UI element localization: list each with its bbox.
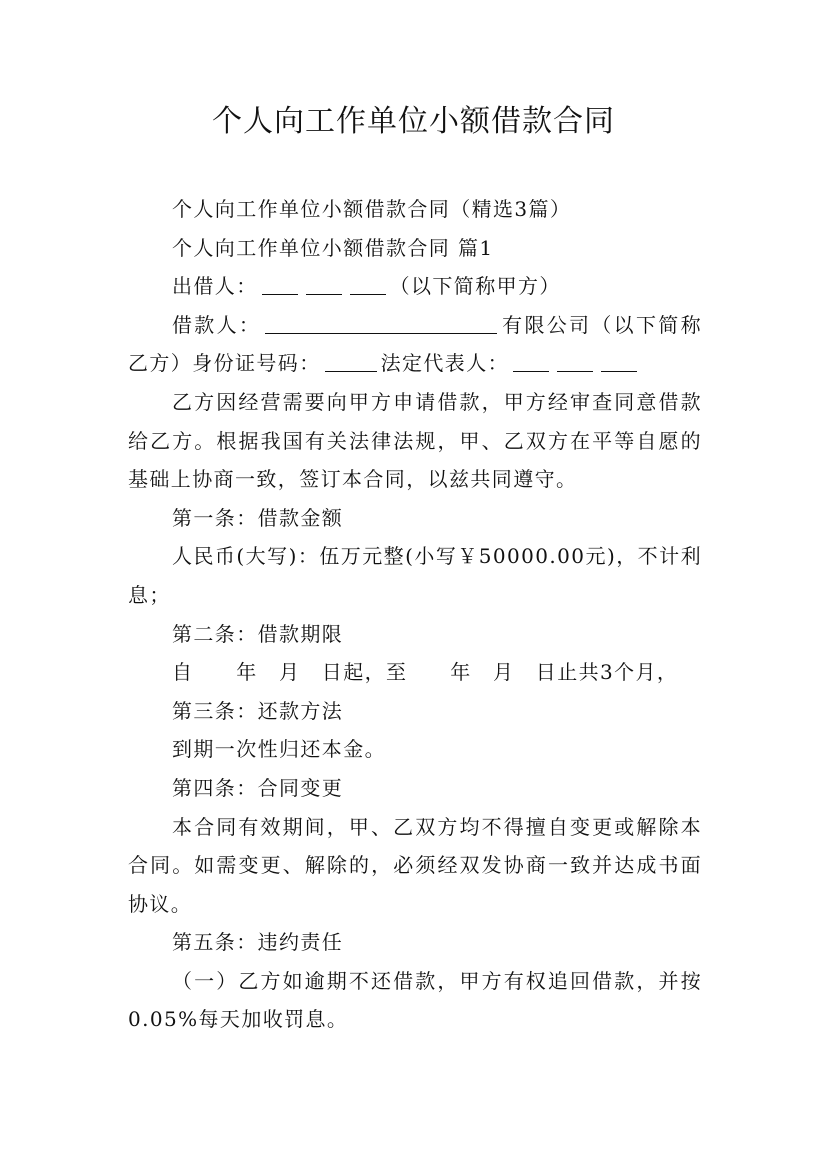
- clause-5-title: 第五条：违约责任: [172, 930, 344, 955]
- blank-field: [601, 349, 637, 372]
- clause-1-title: 第一条：借款金额: [172, 505, 344, 530]
- borrower-company-suffix: 有限公司（以下简称乙方）身份证号码：: [128, 312, 702, 376]
- clause-4-text: 本合同有效期间，甲、乙双方均不得擅自变更或解除本合同。如需变更、解除的，必须经双发协商一致并达成书面协议。: [128, 814, 702, 916]
- blank-field: [325, 349, 377, 372]
- blank-field: [513, 349, 549, 372]
- blank-field: [350, 272, 386, 295]
- clause-2-title: 第二条：借款期限: [172, 621, 344, 646]
- borrower-label: 借款人：: [172, 312, 262, 337]
- blank-field: [262, 272, 298, 295]
- clause-4-title: 第四条：合同变更: [172, 775, 344, 800]
- clause-3-text: 到期一次性归还本金。: [172, 737, 386, 762]
- blank-field: [306, 272, 342, 295]
- clause-5-item-1: （一）乙方如逾期不还借款，甲方有权追回借款，并按0.05%每天加收罚息。: [128, 968, 702, 1032]
- lender-line: [128, 267, 702, 306]
- document-title: 个人向工作单位小额借款合同: [212, 104, 615, 139]
- blank-field: [265, 311, 497, 334]
- lender-suffix: （以下简称甲方）: [389, 274, 561, 299]
- borrower-line: [128, 306, 702, 383]
- intro-paragraph: 乙方因经营需要向甲方申请借款，甲方经审查同意借款给乙方。根据我国有关法律法规，甲、乙双方在平等自愿的基础上协商一致，签订本合同，以兹共同遵守。: [128, 389, 702, 492]
- document-subtitle: 个人向工作单位小额借款合同（精选3篇）: [172, 197, 572, 221]
- blank-field: [557, 349, 593, 372]
- document-body: [128, 190, 702, 1039]
- clause-1-text: 人民币(大写)：伍万元整(小写￥50000.00元)，不计利息；: [128, 544, 702, 607]
- legal-rep-label: 法定代表人：: [380, 351, 510, 376]
- clause-2-text: 自 年 月 日起，至 年 月 日止共3个月，: [172, 660, 679, 685]
- lender-label: 出借人：: [172, 274, 258, 299]
- clause-3-title: 第三条：还款方法: [172, 698, 344, 723]
- article-heading: 个人向工作单位小额借款合同 篇1: [172, 235, 494, 260]
